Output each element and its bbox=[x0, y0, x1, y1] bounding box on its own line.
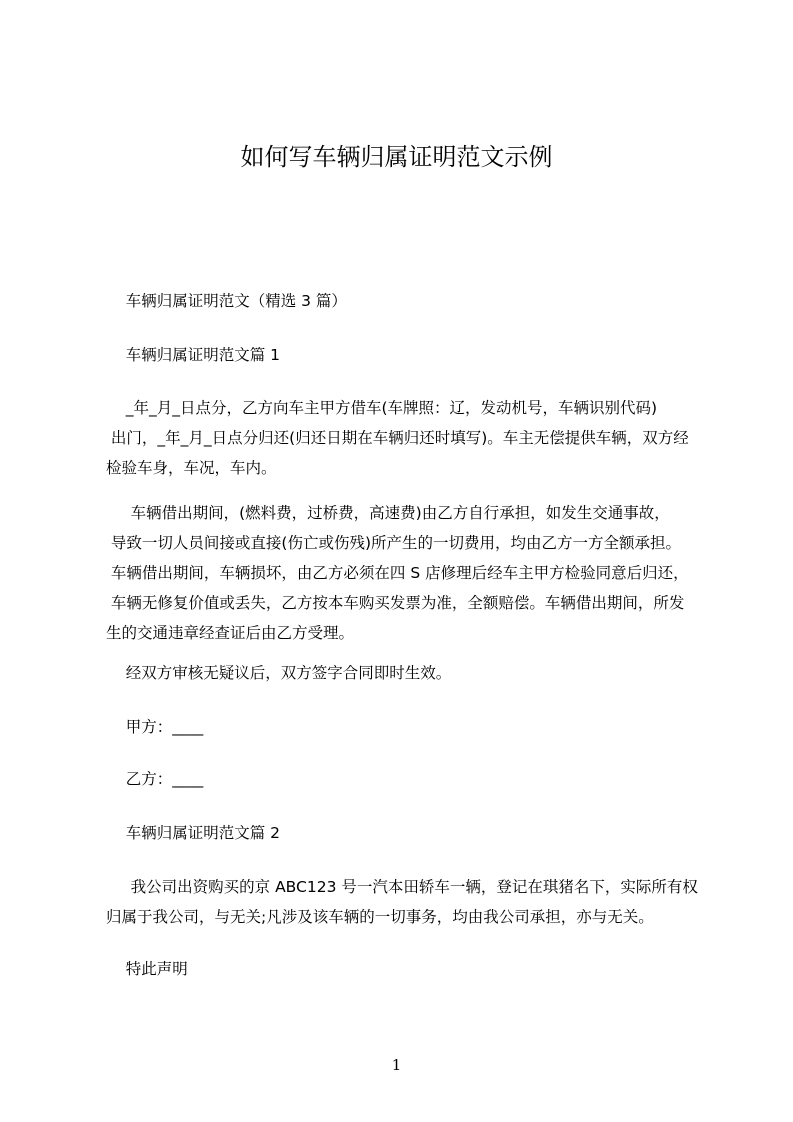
party-b-signature bbox=[106, 764, 690, 794]
paragraph-line: 生的交通违章经查证后由乙方受理。 bbox=[106, 624, 355, 642]
document-title: 如何写车辆归属证明范文示例 bbox=[240, 143, 553, 171]
paragraph-line: 车辆借出期间，(燃料费，过桥费，高速费)由乙方自行承担，如发生交通事故， bbox=[106, 504, 670, 522]
paragraph-line: 车辆归属证明范文（精选 3 篇） bbox=[106, 292, 347, 310]
paragraph-line: 我公司出资购买的京 ABC123 号一汽本田轿车一辆，登记在琪猪名下，实际所有权 bbox=[106, 878, 698, 896]
paragraph-line: 经双方审核无疑议后，双方签字合同即时生效。 bbox=[106, 664, 452, 682]
paragraph-heading-article-2 bbox=[106, 818, 690, 848]
paragraph-line: 检验车身，车况，车内。 bbox=[106, 459, 277, 477]
paragraph-heading-article-1 bbox=[106, 340, 690, 370]
paragraph-line: 车辆归属证明范文篇 1 bbox=[106, 346, 280, 364]
party-a-signature bbox=[106, 712, 690, 742]
paragraph-declaration bbox=[106, 954, 690, 984]
page-number: 1 bbox=[391, 1056, 402, 1074]
paragraph-line: 车辆归属证明范文篇 2 bbox=[106, 824, 280, 842]
paragraph-borrowing-terms bbox=[106, 393, 690, 483]
paragraph-line: 出门，_年_月_日点分归还(归还日期在车辆归还时填写)。车主无偿提供车辆，双方经 bbox=[106, 429, 689, 447]
paragraph-line: _年_月_日点分，乙方向车主甲方借车(车牌照：辽，发动机号，车辆识别代码) bbox=[106, 399, 658, 417]
paragraph-ownership-statement bbox=[106, 872, 698, 932]
paragraph-line: 归属于我公司，与无关;凡涉及该车辆的一切事务，均由我公司承担，亦与无关。 bbox=[106, 908, 654, 926]
paragraph-line: 特此声明 bbox=[106, 960, 188, 978]
paragraph-agreement-effective bbox=[106, 658, 690, 688]
paragraph-line: 甲方：____ bbox=[106, 718, 204, 736]
paragraph-line: 车辆借出期间，车辆损坏，由乙方必须在四 S 店修理后经车主甲方检验同意后归还， bbox=[106, 564, 689, 582]
paragraph-line: 车辆无修复价值或丢失，乙方按本车购买发票为准，全额赔偿。车辆借出期间，所发 bbox=[106, 594, 685, 612]
paragraph-heading-selection bbox=[106, 286, 690, 316]
paragraph-line: 乙方：____ bbox=[106, 770, 204, 788]
paragraph-line: 导致一切人员间接或直接(伤亡或伤残)所产生的一切费用，均由乙方一方全额承担。 bbox=[106, 534, 682, 552]
paragraph-liability-terms bbox=[106, 498, 690, 648]
